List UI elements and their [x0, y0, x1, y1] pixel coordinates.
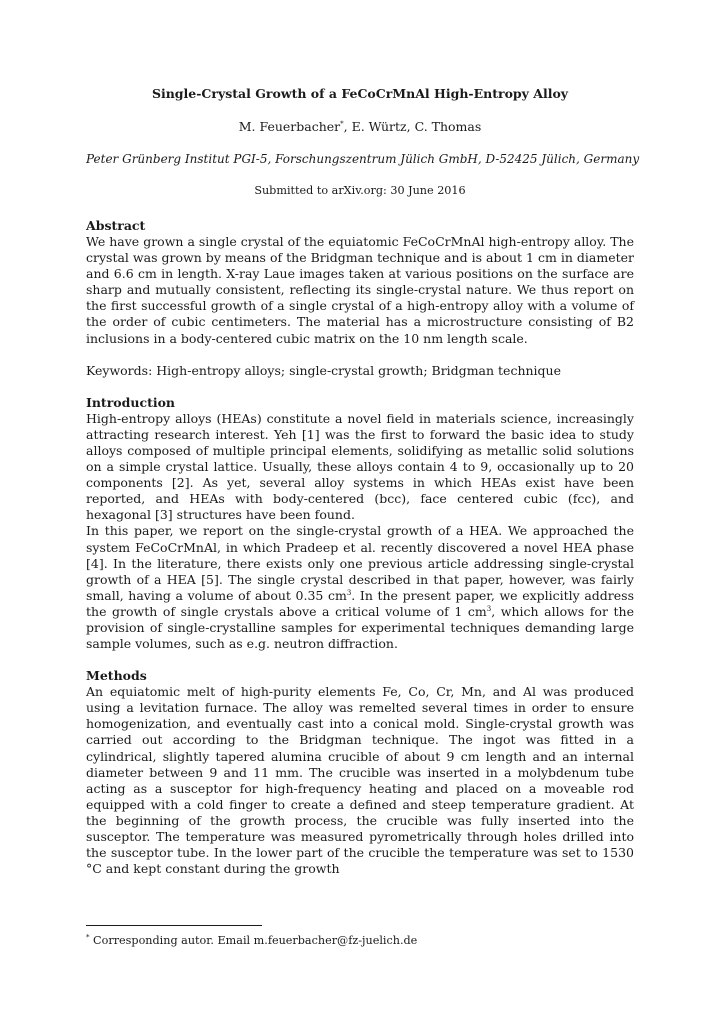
introduction-paragraph-2 [86, 523, 634, 652]
introduction-heading: Introduction [86, 394, 176, 410]
superscript: 3 [346, 588, 352, 597]
intro-p2-part-c: , which allows for the provision of single-crystalline samples for experimental techniques demanding large sample volumes, such as e.g. neutron diffraction. [86, 603, 634, 652]
methods-heading: Methods [86, 668, 147, 684]
methods-text: An equiatomic melt of high-purity elements Fe, Co, Cr, Mn, and Al was produced using a levitation furnace. The alloy was remelted several times in order to ensure homogenization, and eventually cast into a conical mold. Single-crystal growth was carried out according to the Bridgman technique. The ingot was fitted in a cylindrical, slightly tapered alumina crucible of about 9 cm length and an internal diameter between 9 and 11 mm. The crucible was inserted in a molybdenum tube acting as a susceptor for high-frequency heating and placed on a moveable rod equipped with a cold finger to create a defined and steep temperature gradient. At the beginning of the growth process, the crucible was fully inserted into the susceptor. The temperature was measured pyrometrically through holes drilled into the susceptor tube. In the lower part of the crucible the temperature was set to 1530 °C and kept constant during the growth [86, 684, 634, 877]
abstract-heading: Abstract [86, 218, 146, 233]
intro-p2-part-b: . In the present paper, we explicitly address the growth of single crystals above a critical volume of 1 cm [86, 587, 634, 619]
methods-section [86, 668, 634, 877]
footnote-text: Corresponding autor. Email m.feuerbacher@fz-juelich.de [89, 934, 418, 947]
introduction-paragraph-1: High-entropy alloys (HEAs) constitute a novel field in materials science, increasingly attracting research interest. Yeh [1] was the first to forward the basic idea to study alloys composed of multiple principal elements, solidifying as metallic solid solutions on a simple crystal lattice. Usually, these alloys contain 4 to 9, occasionally up to 20 components [2]. As yet, several alloy systems in which HEAs exist have been reported, and HEAs with body-centered (bcc), face centered cubic (fcc), and hexagonal [3] structures have been found. [86, 410, 634, 523]
submission-date: Submitted to arXiv.org: 30 June 2016 [254, 184, 466, 197]
abstract-section [86, 218, 634, 347]
paper-title: Single-Crystal Growth of a FeCoCrMnAl High-Entropy Alloy [151, 86, 569, 101]
coauthors: , E. Würtz, C. Thomas [343, 119, 482, 134]
footnote-divider [86, 925, 262, 926]
superscript: 3 [486, 604, 492, 613]
author-list [86, 119, 634, 135]
paper-page [86, 86, 640, 877]
footnote [86, 934, 417, 948]
intro-p2-part-a: In this paper, we report on the single-crystal growth of a HEA. We approached the system FeCoCrMnAl, in which Pradeep et al. recently discovered a novel HEA phase [4]. In the literature, there exists only one previous article addressing single-crystal growth of a HEA [5]. The single crystal described in that paper, however, was fairly small, having a volume of about 0.35 cm [86, 523, 634, 603]
author-name: M. Feuerbacher [238, 119, 341, 134]
corresponding-mark: * [340, 119, 344, 128]
affiliation: Peter Grünberg Institut PGI-5, Forschungszentrum Jülich GmbH, D-52425 Jülich, Germany [86, 152, 640, 166]
footnote-mark: * [86, 933, 90, 942]
keywords: Keywords: High-entropy alloys; single-crystal growth; Bridgman technique [86, 362, 561, 378]
introduction-section [86, 395, 634, 652]
abstract-text: We have grown a single crystal of the equiatomic FeCoCrMnAl high-entropy alloy. The crystal was grown by means of the Bridgman technique and is about 1 cm in diameter and 6.6 cm in length. X-ray Laue images taken at various positions on the surface are sharp and mutually consistent, reflecting its single-crystal nature. We thus report on the first successful growth of a single crystal of a high-entropy alloy with a volume of the order of cubic centimeters. The material has a microstructure consisting of B2 inclusions in a body-centered cubic matrix on the 10 nm length scale. [86, 234, 634, 346]
